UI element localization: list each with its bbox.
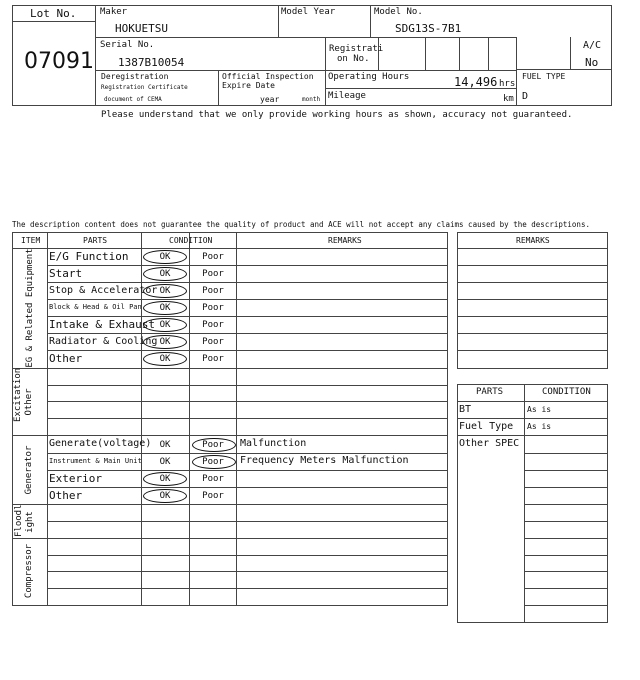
remark-text: Malfunction <box>240 438 307 449</box>
notice-text: Please understand that we only provide working hours as shown, accuracy not guaranteed. <box>101 110 573 120</box>
model-no-value: SDG13S-7B1 <box>395 22 462 35</box>
part-label: Block & Head & Oil Pan <box>49 303 142 311</box>
part-label: Exterior <box>49 472 102 485</box>
poor-option: Poor <box>202 269 224 279</box>
registration-certificate-label: Registration Certificate <box>101 84 188 91</box>
serial-value: 1387B10054 <box>118 56 185 69</box>
poor-option: Poor <box>202 252 224 262</box>
poor-option: Poor <box>202 286 224 296</box>
part-label: Other <box>49 489 83 502</box>
poor-option: Poor <box>202 457 224 467</box>
cema-label: document of CEMA <box>104 96 162 103</box>
ok-option: OK <box>159 320 171 330</box>
spec-condition-value: As is <box>527 405 552 414</box>
part-label: Radiator & Cooling <box>49 336 158 347</box>
item-header: ITEM <box>21 236 41 245</box>
poor-option: Poor <box>202 303 224 313</box>
part-label: Generate(voltage) <box>49 438 152 449</box>
spec-condition-header: CONDITION <box>542 387 591 397</box>
month-label: month <box>302 96 321 103</box>
ok-option: OK <box>159 354 171 364</box>
poor-option: Poor <box>202 440 224 450</box>
model-year-label: Model Year <box>281 7 336 17</box>
lot-label: Lot No. <box>30 7 77 20</box>
part-label: Other <box>49 352 83 365</box>
part-label: E/G Function <box>49 250 129 263</box>
ok-option: OK <box>159 474 171 484</box>
fuel-type-label: FUEL TYPE <box>522 72 566 81</box>
part-label: Start <box>49 267 83 280</box>
inspection-label-2: Expire Date <box>222 81 275 90</box>
ok-option: OK <box>159 491 171 501</box>
parts-header: PARTS <box>83 236 108 245</box>
ok-option: OK <box>159 337 171 347</box>
section-excitation-label-2: Other <box>24 388 34 416</box>
lot-number: 07091 <box>24 49 94 74</box>
serial-label: Serial No. <box>100 40 155 50</box>
ok-option: OK <box>159 252 171 262</box>
spec-part-label: BT <box>459 404 472 415</box>
spec-part-label: Fuel Type <box>459 421 514 432</box>
ac-label: A/C <box>583 40 602 51</box>
part-label: Instrument & Main Unit <box>49 457 142 465</box>
operating-hours-value: 14,496 <box>454 75 498 89</box>
section-generator-label: Generator <box>24 445 34 495</box>
ac-value: No <box>585 56 599 69</box>
section-excitation-label: Excitation <box>13 367 23 422</box>
hrs-unit: hrs <box>499 79 516 89</box>
ok-option: OK <box>159 457 171 467</box>
remark-text: Frequency Meters Malfunction <box>240 455 409 466</box>
deregistration-label: Deregistration <box>101 72 169 81</box>
km-unit: km <box>503 94 514 104</box>
operating-hours-label: Operating Hours <box>328 72 410 82</box>
poor-option: Poor <box>202 474 224 484</box>
model-no-label: Model No. <box>374 7 423 17</box>
maker-label: Maker <box>100 7 128 17</box>
ok-option: OK <box>159 303 171 313</box>
ok-option: OK <box>159 286 171 296</box>
section-eg-label: EG & Related Equipment <box>25 248 35 368</box>
spec-part-label: Other SPEC <box>459 438 520 449</box>
part-label: Stop & Accelerator <box>49 285 158 296</box>
poor-option: Poor <box>202 337 224 347</box>
remarks-header: REMARKS <box>328 236 362 245</box>
inspection-label: Official Inspection <box>222 72 314 81</box>
section-floodlight-label-2: ight <box>25 511 35 533</box>
ok-option: OK <box>159 440 171 450</box>
registration-label-2: on No. <box>337 54 370 64</box>
registration-label: Registrati <box>329 44 384 54</box>
ok-option: OK <box>159 269 171 279</box>
poor-option: Poor <box>202 320 224 330</box>
section-floodlight-label: Floodl <box>14 504 24 537</box>
fuel-type-value: D <box>522 91 529 102</box>
spec-condition-value: As is <box>527 422 552 431</box>
maker-value: HOKUETSU <box>115 22 168 35</box>
disclaimer-text: The description content does not guarantee the quality of product and ACE will not accept any claims caused by the descriptions. <box>12 220 590 229</box>
condition-header: CONDITION <box>169 236 213 245</box>
mileage-label: Mileage <box>328 91 366 101</box>
part-label: Intake & Exhaust <box>49 318 155 331</box>
year-label: year <box>260 95 280 104</box>
poor-option: Poor <box>202 354 224 364</box>
right-remarks-header: REMARKS <box>516 236 550 245</box>
section-compressor-label: Compressor <box>24 543 34 599</box>
poor-option: Poor <box>202 491 224 501</box>
spec-parts-header: PARTS <box>476 387 504 397</box>
